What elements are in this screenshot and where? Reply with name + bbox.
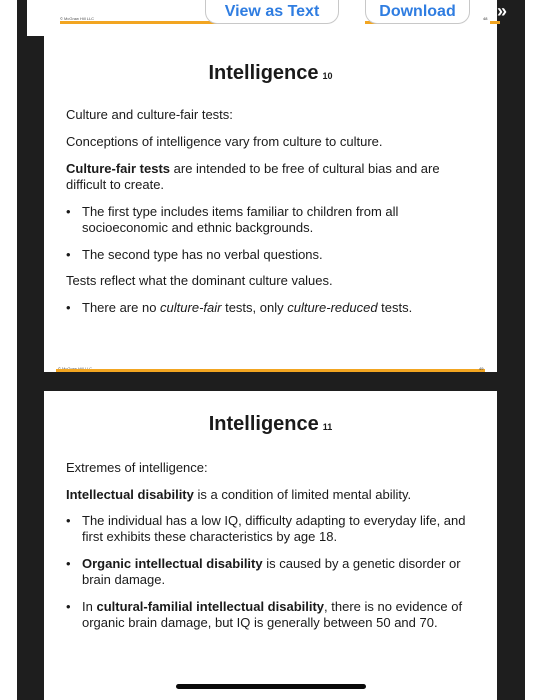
paragraph [66,161,476,193]
term-bold: Intellectual disability [66,487,194,502]
list-item-text: Organic intellectual disability is caused by a genetic disorder or brain damage. [82,556,461,587]
list-item-text: The individual has a low IQ, difficulty adapting to everyday life, and first exhibits these characteristics by age 18. [82,513,466,544]
bullet-icon: • [66,599,71,614]
bullet-icon: • [66,556,71,571]
paragraph: Extremes of intelligence: [66,460,208,475]
footer-page-number: 49 [479,366,484,371]
slide-11 [44,391,497,700]
paragraph: Conceptions of intelligence vary from culture to culture. [66,134,383,149]
slide-title-text: Intelligence [208,413,319,435]
bullet-icon: • [66,204,71,219]
paragraph: Tests reflect what the dominant culture values. [66,273,333,288]
slide-number: 11 [322,422,333,432]
bullet-icon: • [66,300,71,315]
list-item-text: The first type includes items familiar to children from all socioeconomic and ethnic backgrounds. [82,204,399,235]
slide-title [44,413,497,436]
footer-rule [60,21,232,24]
slide-number: 10 [322,71,333,81]
slide-title [44,62,497,85]
paragraph [66,487,476,503]
footer-brand: © McGraw Hill LLC [60,16,95,21]
view-as-text-button[interactable]: View as Text [205,0,339,24]
bullet-icon: • [66,247,71,262]
footer-rule [56,369,485,372]
footer-page-number: 48 [483,16,488,21]
slide-10 [44,36,497,372]
download-button[interactable]: Download [365,0,470,24]
paragraph-text: are intended to be free of cultural bias and are difficult to create. [66,161,440,192]
list-item-text: The second type has no verbal questions. [82,247,323,262]
list-item-text: In cultural-familial intellectual disability, there is no evidence of organic brain damage, but IQ is generally between 50 and 70. [82,599,463,630]
paragraph: Culture and culture-fair tests: [66,107,233,122]
chevron-right-icon[interactable]: » [497,1,508,21]
paragraph-text: is a condition of limited mental ability. [193,487,412,502]
term-bold: Culture-fair tests [66,161,171,176]
home-indicator[interactable] [176,684,366,689]
bullet-icon: • [66,513,71,528]
slide-title-text: Intelligence [208,62,319,84]
list-item-text: There are no culture-fair tests, only culture-reduced tests. [82,300,413,315]
